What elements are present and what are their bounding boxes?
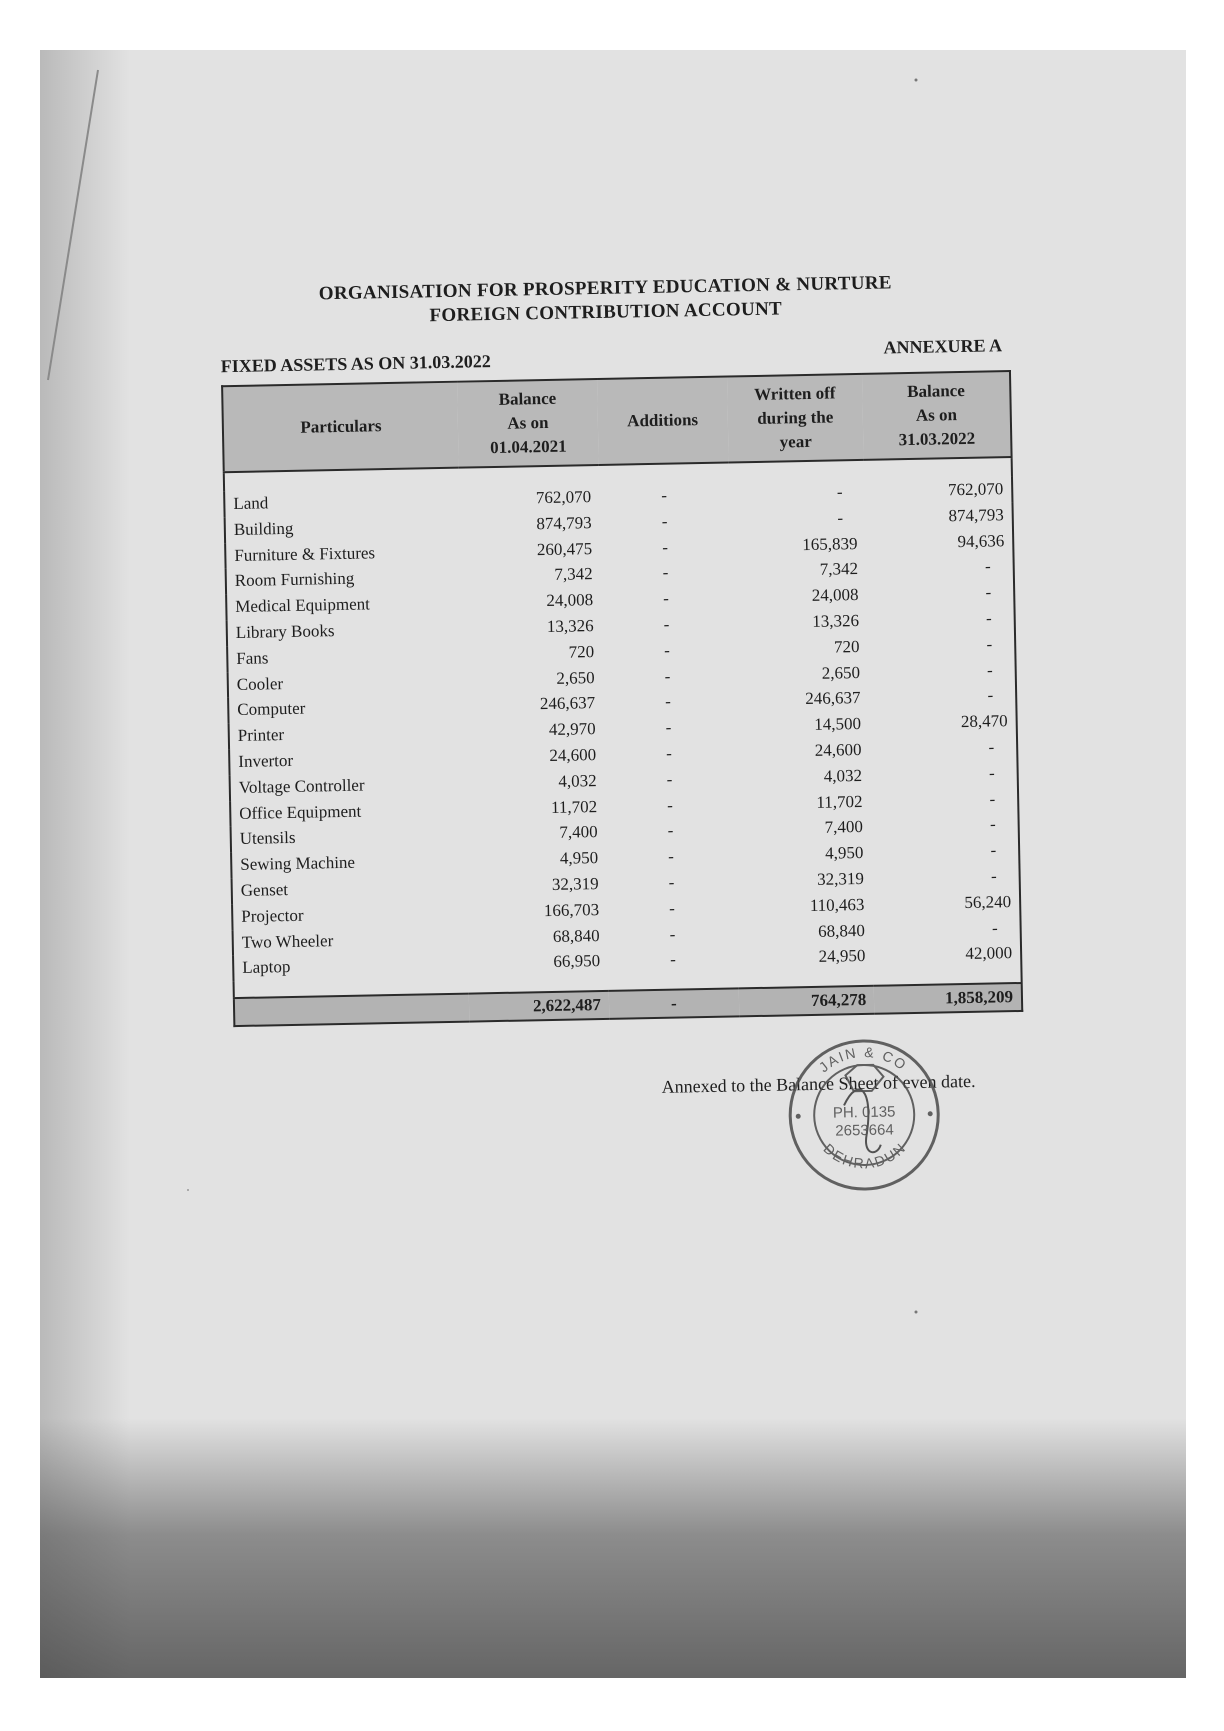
written-off-cell: 24,950 (818, 946, 866, 967)
additions-cell: - (663, 640, 671, 660)
additions-cell: - (662, 563, 669, 583)
written-off-cell: 110,463 (809, 894, 865, 915)
additions-cell: - (661, 485, 668, 505)
opening-balance-cell: 32,319 (551, 874, 599, 894)
opening-balance-cell: 762,070 (535, 487, 592, 508)
particular-cell: Room Furnishing (234, 569, 355, 591)
written-off-cell: 24,008 (811, 585, 859, 606)
opening-balance-cell: 11,702 (550, 796, 598, 817)
additions-cell: - (665, 717, 672, 737)
col-header-written-off: Written off during the year (727, 374, 864, 463)
additions-cell: - (666, 769, 673, 789)
closing-balance-cell: 28,470 (960, 711, 1008, 732)
additions-cell: - (663, 588, 670, 608)
additions-cell: - (661, 511, 668, 531)
written-off-cell: 14,500 (814, 714, 862, 735)
opening-balance-cell: 4,032 (558, 770, 597, 791)
written-off-cell: 7,342 (819, 559, 859, 580)
closing-balance-cell: - (990, 840, 997, 860)
closing-balance-cell: - (985, 608, 992, 628)
opening-balance-cell: 24,600 (549, 745, 597, 765)
closing-balance-cell: - (987, 685, 994, 705)
stamp-phone-line2: 2653664 (835, 1121, 894, 1140)
opening-balance-cell: 24,008 (546, 590, 594, 611)
written-off-cell: 68,840 (818, 920, 866, 941)
col-header-opening-balance: Balance As on 01.04.2021 (457, 379, 598, 468)
opening-balance-cell: 7,400 (559, 822, 598, 843)
stamp-bottom-text: DEHRADUN (820, 1139, 910, 1172)
particular-cell: Furniture & Fixtures (234, 542, 376, 565)
particular-cell: Genset (240, 879, 289, 900)
additions-cell: - (668, 872, 675, 892)
opening-balance-cell: 66,950 (553, 951, 601, 972)
particular-cell: Utensils (239, 828, 296, 849)
written-off-cell: 11,702 (816, 791, 863, 812)
particular-cell: Cooler (236, 673, 284, 694)
written-off-cell: - (836, 482, 843, 502)
particular-cell: Two Wheeler (241, 930, 334, 952)
opening-balance-cell: 720 (568, 641, 595, 662)
closing-balance-cell: - (986, 660, 993, 680)
annexed-note: Annexed to the Balance Sheet of even date. (661, 1070, 976, 1097)
closing-balance-cell: 94,636 (957, 530, 1005, 551)
stamp-phone-line1: PH. 0135 (832, 1103, 896, 1122)
col-header-additions: Additions (597, 377, 728, 465)
additions-cell: - (668, 898, 675, 918)
particular-cell: Medical Equipment (235, 594, 371, 617)
particular-cell: Invertor (238, 750, 294, 771)
total-additions: - (609, 989, 739, 1019)
organisation-title: ORGANISATION FOR PROSPERITY EDUCATION & NURTURE (318, 272, 892, 305)
total-opening: 2,622,487 (469, 991, 609, 1022)
total-written-off: 764,278 (738, 986, 874, 1017)
closing-balance-cell: 42,000 (965, 943, 1013, 964)
additions-cell: - (664, 666, 671, 686)
opening-balance-cell: 7,342 (554, 564, 593, 585)
closing-balance-cell: - (986, 634, 993, 654)
fixed-assets-heading: FIXED ASSETS AS ON 31.03.2022 (220, 351, 491, 377)
particular-cell: Sewing Machine (240, 852, 356, 875)
additions-cell: - (669, 924, 676, 944)
particular-cell: Computer (237, 699, 306, 720)
written-off-cell: 32,319 (817, 868, 865, 889)
particular-cell: Laptop (242, 957, 291, 978)
written-off-cell: 4,032 (823, 765, 863, 786)
additions-cell: - (664, 692, 672, 712)
opening-balance-cell: 874,793 (536, 512, 592, 533)
account-subtitle: FOREIGN CONTRIBUTION ACCOUNT (429, 298, 783, 327)
additions-cell: - (666, 795, 674, 815)
opening-balance-cell: 260,475 (536, 538, 593, 559)
closing-balance-cell: - (988, 737, 995, 757)
particular-cell: Office Equipment (239, 801, 362, 823)
closing-balance-cell: - (991, 917, 998, 938)
particular-cell: Building (233, 518, 294, 539)
written-off-cell: 13,326 (812, 611, 860, 631)
particular-cell: Projector (241, 905, 304, 926)
written-off-cell: 720 (833, 636, 860, 657)
closing-balance-cell: - (988, 763, 995, 783)
opening-balance-cell: 42,970 (548, 719, 596, 740)
closing-balance-cell: - (989, 788, 996, 809)
opening-balance-cell: 13,326 (546, 616, 594, 636)
closing-balance-cell: 762,070 (947, 479, 1004, 500)
written-off-cell: 246,637 (805, 688, 861, 709)
particular-cell: Land (233, 493, 269, 514)
written-off-cell: 24,600 (814, 739, 862, 760)
written-off-cell: 2,650 (821, 662, 861, 683)
particular-cell: Fans (236, 648, 269, 668)
opening-balance-cell: 2,650 (556, 667, 595, 688)
closing-balance-cell: - (989, 814, 996, 834)
opening-balance-cell: 166,703 (543, 899, 600, 920)
total-closing: 1,858,209 (874, 983, 1022, 1014)
col-header-closing-balance: Balance As on 31.03.2022 (862, 371, 1011, 460)
particular-cell: Library Books (235, 621, 335, 642)
closing-balance-cell: - (990, 866, 997, 886)
closing-balance-cell: 56,240 (964, 891, 1012, 912)
written-off-cell: 7,400 (824, 817, 864, 838)
additions-cell: - (669, 949, 676, 970)
additions-cell: - (667, 846, 674, 866)
closing-balance-cell: - (984, 556, 991, 576)
additions-cell: - (667, 820, 674, 841)
written-off-cell: - (837, 508, 844, 528)
additions-cell: - (663, 614, 670, 634)
paper-sheet (40, 50, 1186, 1678)
opening-balance-cell: 246,637 (539, 693, 596, 714)
closing-balance-cell: 874,793 (948, 505, 1004, 526)
written-off-cell: 165,839 (802, 533, 858, 554)
particular-cell: Printer (237, 725, 285, 746)
additions-cell: - (662, 537, 669, 557)
written-off-cell: 4,950 (825, 843, 864, 863)
particular-cell: Voltage Controller (238, 775, 365, 797)
stamp-top-text: JAIN & CO (815, 1043, 911, 1076)
opening-balance-cell: 4,950 (559, 848, 599, 868)
paper-bottom-shadow (40, 1418, 1186, 1678)
col-header-particulars: Particulars (222, 382, 459, 472)
annexure-label: ANNEXURE A (883, 335, 1003, 358)
opening-balance-cell: 68,840 (552, 925, 600, 946)
closing-balance-cell: - (985, 582, 992, 602)
additions-cell: - (665, 743, 673, 763)
